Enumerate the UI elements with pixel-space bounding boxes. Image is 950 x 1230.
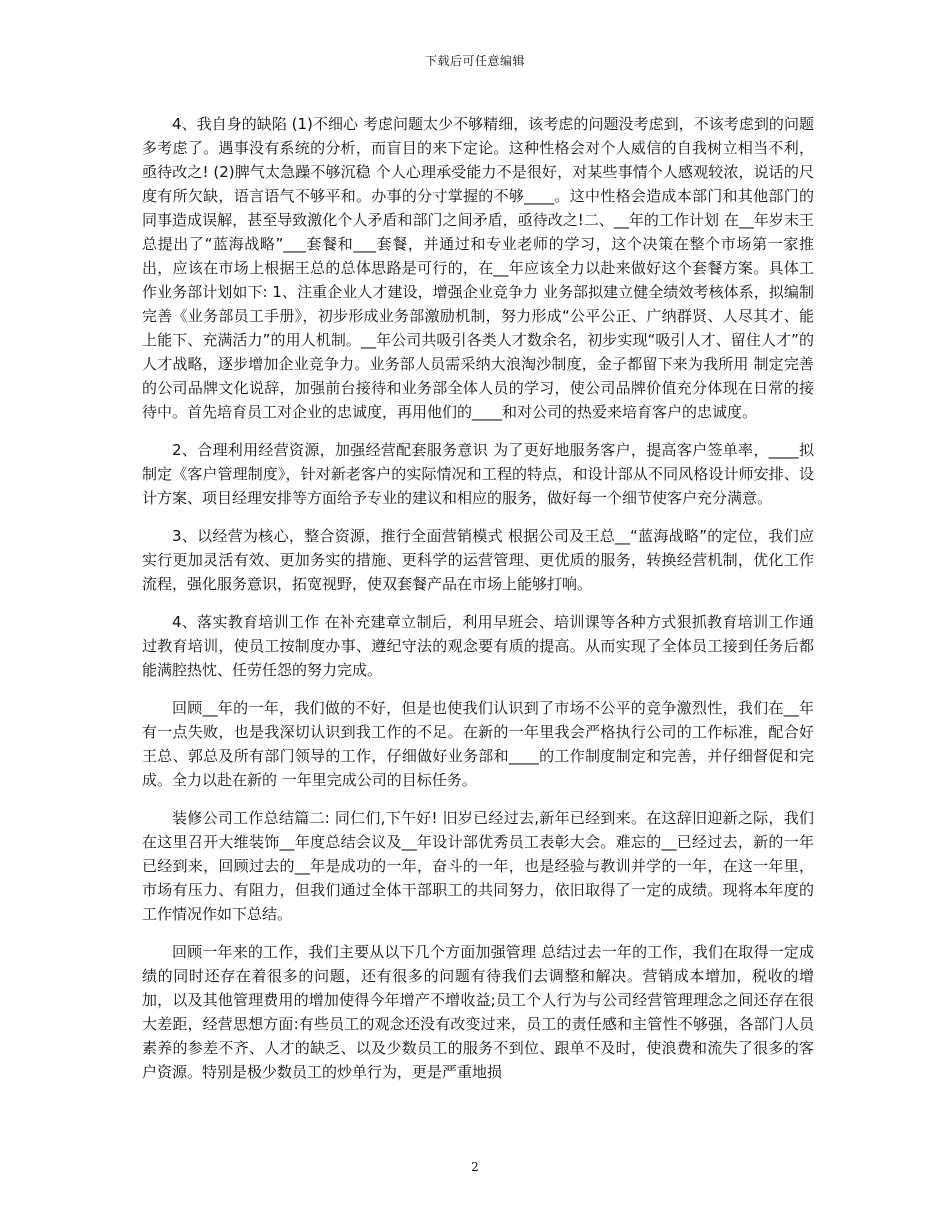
- header-note: 下载后可任意编辑: [424, 54, 525, 68]
- paragraph: 装修公司工作总结篇二: 同仁们,下午好! 旧岁已经过去,新年已经到来。在这辞旧迎新之际，我们在这里召开大维装饰__年度总结会议及__年设计部优秀员工表彰大会。难忘的__已经过去，新的一年已经到来，回顾过去的__年是成功的一年，奋斗的一年，也是经验与教训并学的一年，在这一年里，市场有压力、有阻力，但我们通过全体干部职工的共同努力，依旧取得了一定的成绩。现将本年度的工作情况作如下总结。: [142, 809, 814, 923]
- paragraph: 4、落实教育培训工作 在补充建章立制后，利用早班会、培训课等各种方式狠抓教育培训工作通过教育培训，使员工按制度办事、遵纪守法的观念要有质的提高。从而实现了全体员工接到任务后都能满腔热忱、任劳任怨的努力完成。: [142, 613, 814, 679]
- paragraph: 4、我自身的缺陷 (1)不细心 考虑问题太少不够精细，该考虑的问题没考虑到，不该考虑到的问题多考虑了。遇事没有系统的分析，而盲目的来下定论。这种性格会对个人威信的自我树立相当不利，亟待改之! (2)脾气太急躁不够沉稳 个人心理承受能力不是很好，对某些事情个人感观较浓，说话的尺度有所欠缺，语言语气不够平和。办事的分寸掌握的不够____。这中性格会造成本部门和其他部门的同事造成误解，甚至导致激化个人矛盾和部门之间矛盾，亟待改之!二、__年的工作计划 在__年岁末王总提出了“蓝海战略”___套餐和___套餐，并通过和专业老师的学习，这个决策在整个市场第一家推出，应该在市场上根据王总的总体思路是可行的，在__年应该全力以赴来做好这个套餐方案。具体工作业务部计划如下: 1、注重企业人才建设，增强企业竞争力 业务部拟建立健全绩效考核体系，拟编制完善《业务部员工手册》，初步形成业务部激励机制，努力形成“公平公正、广纳群贤、人尽其才、能上能下、充满活力”的用人机制。__年公司共吸引各类人才数余名，初步实现“吸引人才、留住人才”的人才战略，逐步增加企业竞争力。业务部人员需采纳大浪淘沙制度，金子都留下来为我所用 制定完善的公司品牌文化说辞，加强前台接待和业务部全体人员的学习，使公司品牌价值充分体现在日常的接待中。首先培育员工对企业的忠诚度，再用他们的____和对公司的热爱来培育客户的忠诚度。: [142, 115, 814, 421]
- page-number: 2: [471, 1160, 479, 1174]
- paragraph: 回顾__年的一年，我们做的不好，但是也使我们认识到了市场不公平的竞争激烈性，我们在__年有一点失败，也是我深切认识到我工作的不足。在新的一年里我会严格执行公司的工作标准，配合好王总、郭总及所有部门领导的工作，仔细做好业务部和____的工作制度制定和完善，并仔细督促和完成。全力以赴在新的 一年里完成公司的目标任务。: [142, 699, 814, 789]
- paragraph: 回顾一年来的工作，我们主要从以下几个方面加强管理 总结过去一年的工作，我们在取得一定成绩的同时还存在着很多的问题，还有很多的问题有待我们去调整和解决。营销成本增加，税收的增加，以及其他管理费用的增加使得今年增产不增收益;员工个人行为与公司经营管理理念之间还存在很大差距，经营思想方面:有些员工的观念还没有改变过来，员工的责任感和主管性不够强，各部门人员素养的参差不齐、人才的缺乏、以及少数员工的服务不到位、跟单不及时，使浪费和流失了很多的客户资源。特别是极少数员工的炒单行为，更是严重地损: [142, 943, 814, 1081]
- paragraph: 2、合理利用经营资源，加强经营配套服务意识 为了更好地服务客户，提高客户签单率，____拟制定《客户管理制度》，针对新老客户的实际情况和工程的特点，和设计部从不同风格设计师安排、设计方案、项目经理安排等方面给予专业的建议和相应的服务，做好每一个细节使客户充分满意。: [142, 441, 814, 507]
- document-body: [142, 112, 814, 1098]
- paragraph: 3、以经营为核心，整合资源，推行全面营销模式 根据公司及王总__“蓝海战略”的定位，我们应实行更加灵活有效、更加务实的措施、更科学的运营管理、更优质的服务，转换经营机制，优化工作流程，强化服务意识，拓宽视野，使双套餐产品在市场上能够打响。: [142, 527, 814, 593]
